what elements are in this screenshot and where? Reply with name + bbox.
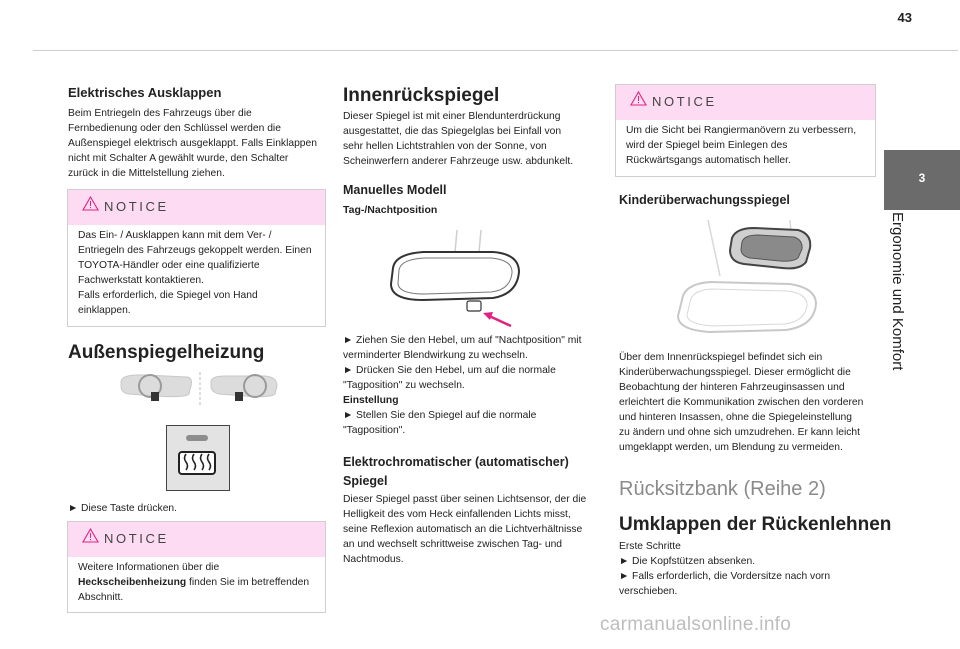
heading-kinderueberwachungsspiegel: Kinderüberwachungsspiegel [619, 193, 790, 207]
warning-icon [630, 91, 647, 106]
notice-label: NOTICE [104, 199, 169, 214]
warning-icon [82, 196, 99, 211]
heading-elektrochromatischer-spiegel: Elektrochromatischer (automatischer) Spiegel [343, 455, 569, 488]
warning-icon [82, 528, 99, 543]
heading-aussenspiegelheizung: Außenspiegelheizung [68, 342, 265, 363]
heading-tag-nachtposition: Tag-/Nachtposition [343, 204, 438, 216]
chapter-title: Ergonomie und Komfort [889, 212, 906, 371]
notice-box-heizung [67, 521, 326, 613]
paragraph-innenrueckspiegel: Dieser Spiegel ist mit einer Blendunterdrückung ausgestattet, die das Spiegelglas bei Einfall von sehr hellen Lichtstrahlen von der Sonne, von Scheinwerfern anderer Fahrzeuge usw. abdunkelt. [343, 111, 574, 167]
watermark: carmanualsonline.info [600, 614, 792, 635]
notice-text: Weitere Informationen über die Heckscheibenheizung finden Sie im betreffenden Abschnitt. [78, 562, 310, 603]
rear-defrost-button-icon[interactable] [166, 425, 230, 491]
paragraph-kinderueberwachung: Über dem Innenrückspiegel befindet sich ein Kinderüberwachungsspiegel. Dieser ermöglicht die Beobachtung der hinteren Fahrzeuginsassen und erleichtert die Kommunikation zwischen den vorderen und hinteren Insassen, ohne die Spiegeleinstellung zu ändern und ohne sich umzudrehen. Er kann leicht umgeklappt werden, um Blendung zu vermeiden. [619, 352, 864, 453]
notice-text: Um die Sicht bei Rangiermanövern zu verbessern, wird der Spiegel beim Einlegen des Rückwärtsgangs automatisch heller. [626, 125, 857, 166]
notice-label: NOTICE [652, 94, 717, 109]
chapter-number: 3 [918, 171, 926, 185]
notice-text: Das Ein- / Ausklappen kann mit dem Ver- / Entriegeln des Fahrzeugs gekoppelt werden. Einen TOYOTA-Händler oder eine qualifizierte Fachwerkstatt kontaktieren. Falls erforderlich, die Spiegel von Hand einklappen. [78, 230, 312, 316]
notice-box-rangieren [615, 84, 876, 177]
notice-box-einklappen [67, 189, 326, 327]
notice-label: NOTICE [104, 531, 169, 546]
paragraph-ausklappen: Beim Entriegeln des Fahrzeugs über die Fernbedienung oder den Schlüssel werden die Außenspiegel elektrisch ausgeklappt. Falls Einklappen nicht mit Schalter A gewählt wurde, den Schalter zurück in die Mittelstellung ziehen. [68, 108, 317, 179]
heading-manuelles-modell: Manuelles Modell [343, 183, 447, 197]
paragraph-elektrochromatisch: Dieser Spiegel passt über seinen Lichtsensor, der die Helligkeit des vom Heck einfallenden Lichts misst, seine Reflexion automatisch an die Lichtverhältnisse an und wechselt schrittweise zwischen Tag- und Nachtmodus. [343, 494, 587, 565]
child-monitoring-mirror-illustration [670, 218, 820, 343]
page-number: 43 [897, 10, 912, 25]
heading-ruecksitzbank: Rücksitzbank (Reihe 2) [619, 478, 826, 500]
header-rule [33, 50, 958, 51]
paragraph-umklappen: Erste Schritte ► Die Kopfstützen absenken. ► Falls erforderlich, die Vordersitze nach vorn verschieben. [619, 541, 831, 597]
mirror-heating-illustration [115, 368, 285, 410]
rear-view-mirror-illustration [383, 228, 525, 328]
steps-manual-mirror: ► Ziehen Sie den Hebel, um auf "Nachtposition" mit verminderter Blendwirkung zu wechseln. ► Drücken Sie den Hebel, um auf die normale "Tagposition" zu wechseln. Einstellung ► Stellen Sie den Spiegel auf die normale "Tagposition". [343, 335, 582, 436]
heading-umklappen-rueckenlehnen: Umklappen der Rückenlehnen [619, 514, 892, 535]
chapter-tab[interactable] [884, 150, 960, 210]
heading-innenrueckspiegel: Innenrückspiegel [343, 85, 500, 106]
step-press-button: ► Diese Taste drücken. [68, 503, 178, 514]
heading-elektrisches-ausklappen: Elektrisches Ausklappen [68, 85, 222, 100]
